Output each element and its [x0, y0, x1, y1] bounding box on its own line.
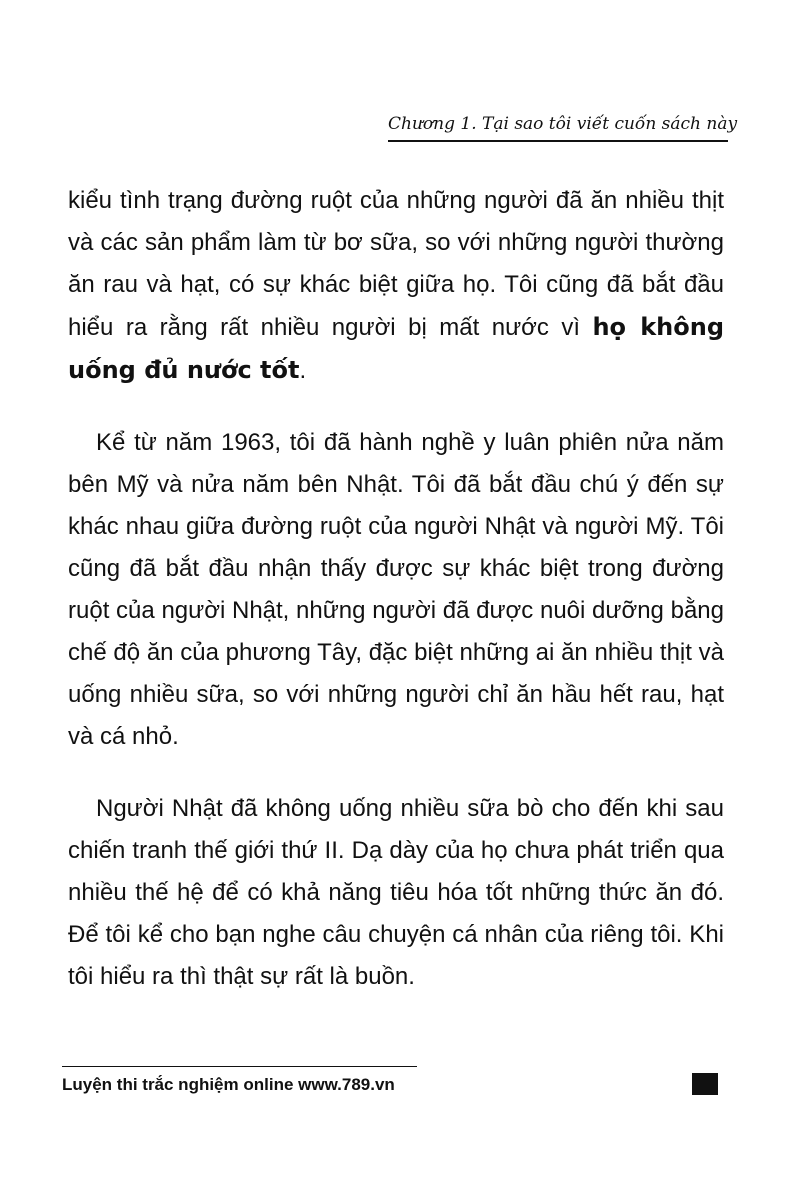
footer-rule: [62, 1066, 417, 1067]
paragraph-2: Kể từ năm 1963, tôi đã hành nghề y luân phiên nửa năm bên Mỹ và nửa năm bên Nhật. Tôi đã bắt đầu chú ý đến sự khác nhau giữa đường ruột của người Nhật và người Mỹ. Tôi cũng đã bắt đầu nhận thấy được sự khác biệt trong đường ruột của người Nhật, những người đã được nuôi dưỡng bằng chế độ ăn của phương Tây, đặc biệt những ai ăn nhiều thịt và uống nhiều sữa, so với những người chỉ ăn hầu hết rau, hạt và cá nhỏ.: [68, 429, 724, 750]
body-text: [68, 180, 724, 1028]
paragraph-1-end: .: [299, 357, 307, 384]
paragraph-3: Người Nhật đã không uống nhiều sữa bò cho đến khi sau chiến tranh thế giới thứ II. Dạ dày của họ chưa phát triển qua nhiều thế hệ để có khả năng tiêu hóa tốt những thức ăn đó. Để tôi kể cho bạn nghe câu chuyện cá nhân của riêng tôi. Khi tôi hiểu ra thì thật sự rất là buồn.: [68, 795, 724, 990]
page-corner-mark: [692, 1073, 718, 1095]
paragraph-1-bold-text: họ không uống đủ nước tốt: [68, 313, 724, 384]
paragraph-1: [68, 180, 724, 392]
header-rule: [388, 140, 728, 142]
paragraph-1-text: kiểu tình trạng đường ruột của những người đã ăn nhiều thịt và các sản phẩm làm từ bơ sữa, so với những người thường ăn rau và hạt, có sự khác biệt giữa họ. Tôi cũng đã bắt đầu hiểu ra rằng rất nhiều người bị mất nước vì: [68, 187, 724, 341]
running-head-title: Chương 1. Tại sao tôi viết cuốn sách này: [388, 114, 738, 134]
footer-text: Luyện thi trắc nghiệm online www.789.vn: [62, 1075, 395, 1094]
